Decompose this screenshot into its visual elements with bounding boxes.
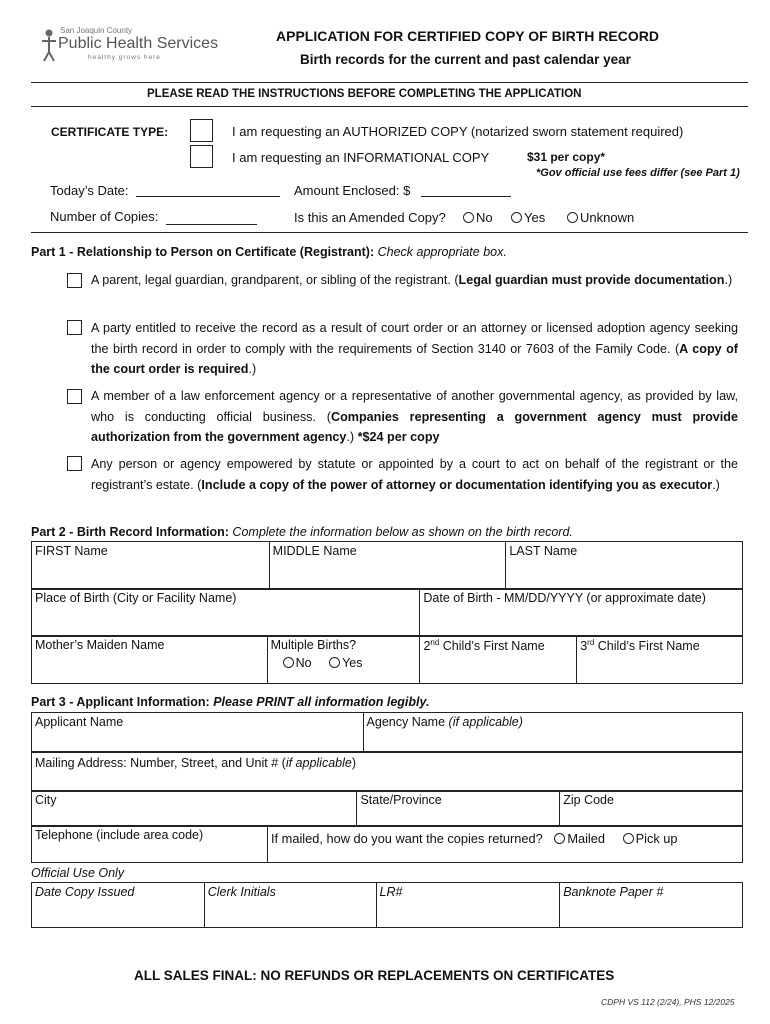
- birth-record-table: [31, 541, 743, 590]
- opt3-text: A member of a law enforcement agency or a representative of another governmental agency, as provided by law, who is conducting official business. (: [91, 389, 738, 424]
- banknote-field: [560, 883, 743, 928]
- part3-heading: [31, 695, 429, 709]
- official-use-heading: Official Use Only: [31, 866, 125, 880]
- return-mailed-label: Mailed: [567, 831, 606, 846]
- zip-field[interactable]: [560, 791, 743, 827]
- amended-no-option[interactable]: [463, 210, 493, 225]
- opt1-bold: Legal guardian must provide documentation: [458, 273, 725, 287]
- amended-yes-option[interactable]: [511, 210, 545, 225]
- part1-option4-checkbox[interactable]: [67, 456, 82, 471]
- lr-label: LR#: [379, 885, 403, 899]
- return-mailed-radio[interactable]: [554, 833, 565, 844]
- amended-unknown-label: Unknown: [580, 210, 635, 225]
- amended-yes-radio[interactable]: [511, 212, 522, 223]
- third-child-field[interactable]: [577, 636, 743, 684]
- last-name-label: LAST Name: [509, 544, 578, 558]
- header-rule-top: [31, 82, 748, 83]
- amended-copy-question: Is this an Amended Copy?: [294, 210, 446, 225]
- part2-note: Complete the information below as shown on the birth record.: [232, 525, 573, 539]
- opt2-end: .): [248, 362, 257, 376]
- mailing-table: [31, 751, 743, 792]
- part1-heading: [31, 245, 507, 259]
- date-of-birth-label: Date of Birth - MM/DD/YYYY (or approximate date): [423, 591, 706, 605]
- second-child-num: 2: [423, 639, 431, 654]
- logo-name: Public Health Services: [58, 35, 219, 52]
- part2-title: Part 2 - Birth Record Information:: [31, 525, 229, 539]
- official-use-table: [31, 882, 743, 928]
- city-label: City: [35, 793, 57, 807]
- amended-unknown-radio[interactable]: [567, 212, 578, 223]
- logo-tagline: healthy grows here: [88, 54, 161, 61]
- page-title: APPLICATION FOR CERTIFIED COPY OF BIRTH RECORD: [276, 28, 659, 44]
- page-subtitle: Birth records for the current and past calendar year: [300, 52, 631, 67]
- agency-name-field[interactable]: [363, 713, 742, 753]
- multiple-births-options: [283, 656, 417, 670]
- authorized-copy-label: I am requesting an AUTHORIZED COPY (notarized sworn statement required): [232, 124, 684, 139]
- part1-option1-text: [91, 270, 738, 291]
- todays-date-input[interactable]: [136, 196, 280, 197]
- place-of-birth-label: Place of Birth (City or Facility Name): [35, 591, 237, 605]
- clerk-initials-label: Clerk Initials: [207, 885, 276, 899]
- section-rule: [31, 232, 748, 233]
- applicant-name-field[interactable]: [32, 713, 364, 753]
- opt1-text: A parent, legal guardian, grandparent, or sibling of the registrant. (: [91, 273, 459, 287]
- part1-option3-checkbox[interactable]: [67, 389, 82, 404]
- certificate-type-label: CERTIFICATE TYPE:: [51, 125, 169, 139]
- instructions-banner: PLEASE READ THE INSTRUCTIONS BEFORE COMPLETING THE APPLICATION: [147, 88, 582, 100]
- first-name-field[interactable]: [32, 542, 270, 590]
- middle-name-field[interactable]: [269, 542, 506, 590]
- telephone-label: Telephone (include area code): [35, 828, 204, 842]
- second-child-field[interactable]: [420, 636, 577, 684]
- return-pickup-label: Pick up: [635, 831, 678, 846]
- mailing-address-field[interactable]: [32, 752, 743, 792]
- opt3-fee: *$24 per copy: [357, 430, 440, 444]
- city-field[interactable]: [32, 791, 357, 827]
- opt4-end: .): [712, 477, 720, 492]
- amount-enclosed-input[interactable]: [421, 196, 511, 197]
- multiple-births-yes-label: Yes: [342, 656, 363, 670]
- telephone-table: [31, 825, 743, 863]
- applicant-table: [31, 712, 743, 753]
- part1-option1-checkbox[interactable]: [67, 273, 82, 288]
- part1-note: Check appropriate box.: [377, 245, 507, 259]
- header-rule-bottom: [31, 106, 748, 107]
- part1-option3-text: [91, 386, 738, 448]
- last-name-field[interactable]: [506, 542, 743, 590]
- zip-label: Zip Code: [563, 793, 614, 807]
- part2-heading: [31, 525, 573, 539]
- applicant-name-label: Applicant Name: [35, 715, 124, 729]
- multiple-births-yes-radio[interactable]: [329, 657, 340, 668]
- mailing-address-label: Mailing Address: Number, Street, and Unit # (: [35, 756, 286, 770]
- amended-yes-label: Yes: [524, 210, 546, 225]
- mailing-address-end: ): [351, 756, 356, 770]
- opt1-end: .): [724, 273, 733, 287]
- place-of-birth-field[interactable]: [32, 589, 420, 637]
- part1-option2-checkbox[interactable]: [67, 320, 82, 335]
- return-pickup-radio[interactable]: [623, 833, 634, 844]
- state-field[interactable]: [357, 791, 560, 827]
- informational-copy-label: I am requesting an INFORMATIONAL COPY: [232, 150, 490, 165]
- multiple-births-label: Multiple Births?: [270, 638, 357, 652]
- multiple-births-no-label: No: [295, 656, 312, 670]
- date-of-birth-field[interactable]: [420, 589, 743, 637]
- opt3-bold: Companies representing a government agency must provide authorization from the government agency: [91, 409, 738, 444]
- banknote-label: Banknote Paper #: [563, 885, 664, 899]
- date-issued-field: [32, 883, 205, 928]
- informational-copy-checkbox[interactable]: [190, 145, 213, 168]
- city-table: [31, 790, 743, 827]
- number-of-copies-label: Number of Copies:: [50, 209, 159, 224]
- family-table: [31, 635, 743, 684]
- date-issued-label: Date Copy Issued: [35, 885, 135, 899]
- multiple-births-no-radio[interactable]: [283, 657, 294, 668]
- logo-figure-icon: [40, 28, 58, 62]
- amended-no-radio[interactable]: [463, 212, 474, 223]
- todays-date-label: Today’s Date:: [50, 183, 129, 198]
- third-child-sup: rd: [587, 638, 595, 647]
- sales-final-notice: ALL SALES FINAL: NO REFUNDS OR REPLACEMENTS ON CERTIFICATES: [134, 968, 615, 983]
- agency-name-note: (if applicable): [448, 715, 523, 729]
- opt2-text: A party entitled to receive the record as a result of court order or an attorney or licensed adoption agency seeking the birth record in order to comply with the requirements of Section 3140 or 7603 of the Family Code. (: [91, 321, 738, 356]
- number-of-copies-input[interactable]: [166, 224, 257, 225]
- first-name-label: FIRST Name: [35, 544, 108, 558]
- return-method-question: If mailed, how do you want the copies returned?: [271, 831, 543, 846]
- amended-unknown-option[interactable]: [567, 210, 634, 225]
- amended-no-label: No: [476, 210, 493, 225]
- part1-title: Part 1 - Relationship to Person on Certificate (Registrant):: [31, 245, 375, 259]
- clerk-initials-field: [204, 883, 376, 928]
- third-child-label: Child’s First Name: [597, 639, 700, 654]
- price-label: $31 per copy*: [527, 150, 606, 164]
- third-child-num: 3: [580, 639, 588, 654]
- part1-option4-text: [91, 454, 738, 495]
- opt2-bold: A copy of the court order is required: [91, 341, 738, 376]
- opt4-text: Any person or agency empowered by statute or appointed by a court to act on behalf of the registrant or the registrant’s estate. (: [91, 457, 738, 492]
- telephone-field[interactable]: [32, 826, 268, 863]
- authorized-copy-checkbox[interactable]: [190, 119, 213, 142]
- logo-county: San Joaquin County: [60, 26, 133, 35]
- part1-option2-text: [91, 318, 738, 380]
- gov-fee-note: *Gov official use fees differ (see Part 1): [536, 167, 740, 179]
- middle-name-label: MIDDLE Name: [272, 544, 357, 558]
- part3-note: Please PRINT all information legibly.: [213, 695, 430, 709]
- return-method-field: [268, 826, 743, 863]
- mothers-maiden-label: Mother’s Maiden Name: [35, 638, 165, 652]
- amount-enclosed-label: Amount Enclosed: $: [294, 183, 411, 198]
- multiple-births-field: [267, 636, 420, 684]
- form-id: CDPH VS 112 (2/24), PHS 12/2025: [601, 997, 735, 1007]
- part3-title: Part 3 - Applicant Information:: [31, 695, 210, 709]
- opt4-bold: Include a copy of the power of attorney or documentation identifying you as executor: [201, 477, 713, 492]
- second-child-label: Child’s First Name: [442, 639, 545, 654]
- mailing-address-note: if applicable: [285, 756, 352, 770]
- agency-name-label: Agency Name: [366, 715, 446, 729]
- opt3-end: .): [346, 430, 355, 444]
- birth-place-table: [31, 588, 743, 637]
- second-child-sup: nd: [430, 638, 440, 647]
- logo: [40, 26, 230, 68]
- mothers-maiden-name-field[interactable]: [32, 636, 268, 684]
- state-label: State/Province: [360, 793, 442, 807]
- lr-field: [376, 883, 560, 928]
